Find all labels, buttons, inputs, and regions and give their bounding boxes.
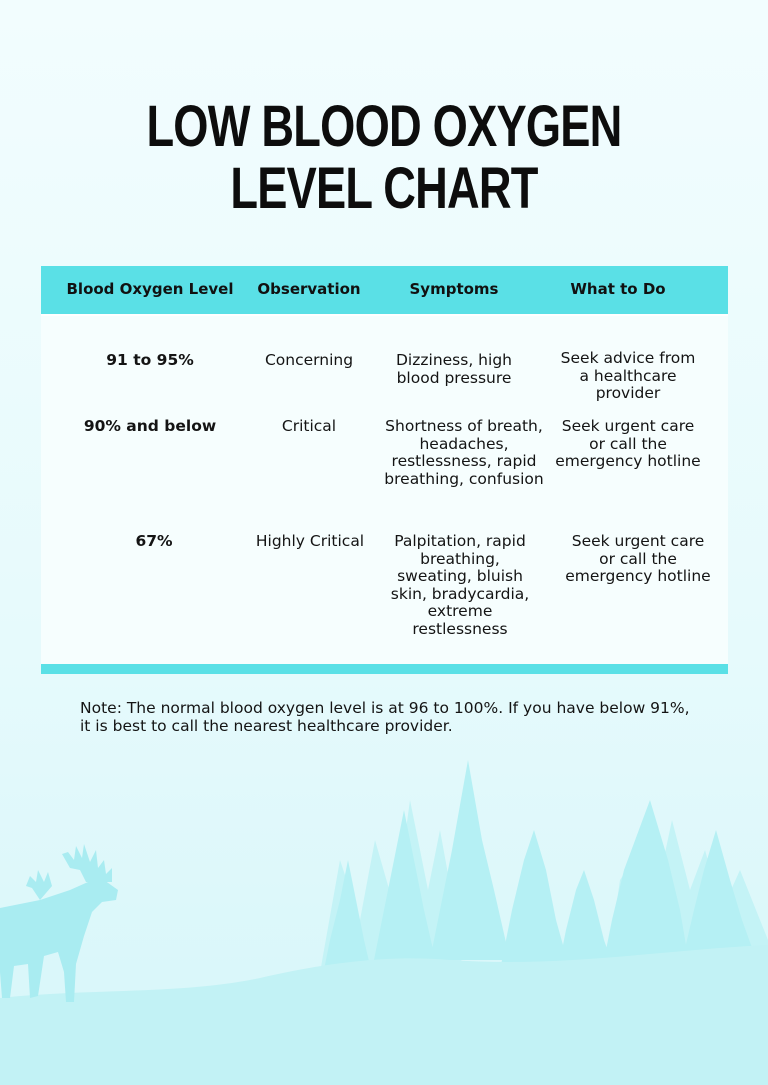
title-line-2: LEVEL CHART: [230, 156, 538, 221]
row-3-symptoms: Palpitation, rapid breathing, sweating, bluish skin, bradycardia, extreme restlessness: [390, 532, 530, 638]
column-header-action: What to Do: [570, 280, 666, 298]
row-1-symptoms: Dizziness, high blood pressure: [396, 351, 512, 387]
moose-silhouette: [0, 844, 118, 1002]
row-2-observation: Critical: [281, 417, 337, 435]
row-2-action: Seek urgent care or call the emergency hotline: [555, 417, 701, 470]
title-line-1: LOW BLOOD OXYGEN: [146, 94, 622, 159]
row-3-observation: Highly Critical: [255, 532, 365, 550]
row-1-level: 91 to 95%: [106, 351, 194, 369]
row-3-level: 67%: [135, 532, 173, 550]
column-header-observation: Observation: [257, 280, 361, 298]
table-bottom-bar: [41, 664, 728, 674]
column-header-level: Blood Oxygen Level: [66, 280, 234, 298]
forest-moose-illustration: [0, 740, 768, 1085]
page-title: [84, 96, 683, 220]
column-header-symptoms: Symptoms: [409, 280, 499, 298]
table-header: [41, 266, 728, 316]
row-2-symptoms: Shortness of breath, headaches, restlessness, rapid breathing, confusion: [384, 417, 544, 488]
row-1-observation: Concerning: [264, 351, 354, 369]
row-1-action: Seek advice from a healthcare provider: [560, 349, 696, 402]
row-3-action: Seek urgent care or call the emergency hotline: [565, 532, 711, 585]
row-2-level: 90% and below: [83, 417, 217, 435]
oxygen-level-table: [41, 266, 728, 674]
hill: [0, 945, 768, 1085]
footnote: Note: The normal blood oxygen level is at 96 to 100%. If you have below 91%, it is best to call the nearest healthcare provider.: [80, 699, 690, 735]
